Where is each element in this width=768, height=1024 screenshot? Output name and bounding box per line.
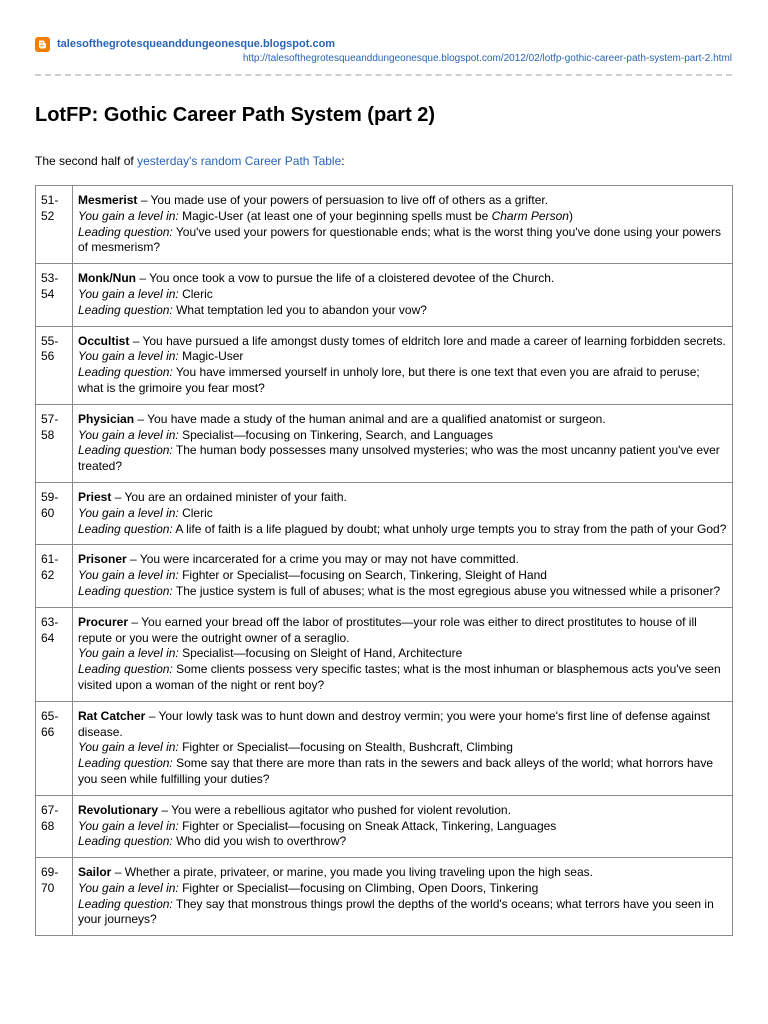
question-label: Leading question:	[78, 662, 173, 677]
roll-start: 53-	[41, 271, 59, 286]
gain-label: You gain a level in:	[78, 208, 179, 223]
career-row	[36, 795, 733, 857]
gain-label: You gain a level in:	[78, 427, 179, 442]
roll-end: 60	[41, 505, 55, 520]
career-row	[36, 326, 733, 404]
header-divider	[35, 74, 732, 76]
question-text: What temptation led you to abandon your vow?	[172, 302, 427, 317]
roll-start: 67-	[41, 802, 59, 817]
gain-label: You gain a level in:	[78, 349, 179, 364]
question-label: Leading question:	[78, 756, 173, 771]
career-summary: – You made use of your powers of persuasion to live off of others as a grifter.	[137, 193, 549, 207]
career-summary: – You are an ordained minister of your faith.	[111, 489, 347, 504]
career-name: Revolutionary	[78, 802, 159, 817]
roll-end: 58	[41, 427, 55, 442]
career-summary: – You have made a study of the human animal and are a qualified anatomist or surgeon.	[134, 411, 606, 426]
career-name: Monk/Nun	[78, 271, 136, 286]
career-row	[36, 186, 733, 264]
gain-value: Cleric	[178, 505, 213, 520]
roll-range	[36, 858, 73, 936]
career-summary: – You earned your bread off the labor of prostitutes—your role was either to direct prostitutes to house of ill repute or you were the outright owner of a seraglio.	[78, 614, 697, 645]
roll-end: 52	[41, 208, 55, 223]
career-path-table	[35, 185, 733, 936]
career-name: Procurer	[78, 614, 129, 629]
career-summary: – You have pursued a life amongst dusty tomes of eldritch lore and made a career of learning forbidden secrets.	[129, 333, 726, 348]
roll-end: 68	[41, 818, 55, 833]
career-summary: – You were incarcerated for a crime you may or may not have committed.	[126, 552, 519, 567]
gain-value: Fighter or Specialist—focusing on Search, Tinkering, Sleight of Hand	[178, 568, 547, 583]
roll-end: 70	[41, 880, 55, 895]
gain-label: You gain a level in:	[78, 818, 179, 833]
roll-start: 61-	[41, 552, 59, 567]
career-row	[36, 858, 733, 936]
roll-range	[36, 264, 73, 326]
roll-range	[36, 482, 73, 544]
question-text: A life of faith is a life plagued by doubt; what unholy urge tempts you to stray from the path of your God?	[172, 521, 727, 536]
gain-label: You gain a level in:	[78, 286, 179, 301]
roll-start: 55-	[41, 333, 59, 348]
roll-end: 66	[41, 724, 55, 739]
gain-value: Magic-User (at least one of your beginning spells must be	[178, 208, 492, 223]
roll-end: 54	[41, 286, 55, 301]
career-description	[73, 607, 733, 701]
career-row	[36, 404, 733, 482]
gain-label: You gain a level in:	[78, 505, 179, 520]
career-description	[73, 701, 733, 795]
roll-range	[36, 607, 73, 701]
question-text: The human body possesses many unsolved mysteries; who was the most uncanny patient you've ever treated?	[78, 443, 720, 474]
gain-value: Fighter or Specialist—focusing on Climbing, Open Doors, Tinkering	[178, 880, 539, 895]
gain-tail: )	[568, 208, 573, 223]
question-label: Leading question:	[78, 365, 173, 380]
question-text: The justice system is full of abuses; what is the most egregious abuse you witnessed while a prisoner?	[172, 583, 721, 598]
question-label: Leading question:	[78, 443, 173, 458]
career-name: Physician	[78, 411, 135, 426]
post-title: LotFP: Gothic Career Path System (part 2)	[35, 104, 436, 126]
roll-start: 57-	[41, 411, 59, 426]
career-summary: – You once took a vow to pursue the life of a cloistered devotee of the Church.	[136, 271, 555, 286]
post-intro	[35, 152, 345, 170]
intro-text: The second half of	[35, 154, 138, 168]
career-row	[36, 545, 733, 607]
gain-value: Fighter or Specialist—focusing on Stealth, Bushcraft, Climbing	[178, 740, 513, 755]
career-name: Rat Catcher	[78, 708, 146, 723]
career-name: Occultist	[78, 333, 130, 348]
gain-value: Magic-User	[178, 349, 244, 364]
question-label: Leading question:	[78, 302, 173, 317]
roll-range	[36, 186, 73, 264]
gain-value: Cleric	[178, 286, 213, 301]
career-row	[36, 264, 733, 326]
intro-suffix: :	[341, 154, 345, 168]
roll-end: 64	[41, 630, 55, 645]
page-url-link[interactable]: http://talesofthegrotesqueanddungeonesque.blogspot.com/2012/02/lotfp-gothic-career-path-system-part-2.html	[242, 53, 732, 64]
roll-end: 56	[41, 349, 55, 364]
question-label: Leading question:	[78, 224, 173, 239]
career-summary: – Your lowly task was to hunt down and destroy vermin; you were your home's first line of defense against disease.	[78, 708, 710, 739]
roll-range	[36, 404, 73, 482]
career-description	[73, 482, 733, 544]
roll-start: 65-	[41, 708, 59, 723]
question-label: Leading question:	[78, 896, 173, 911]
career-summary: – You were a rebellious agitator who pushed for violent revolution.	[158, 802, 511, 817]
career-description	[73, 264, 733, 326]
gain-label: You gain a level in:	[78, 740, 179, 755]
question-label: Leading question:	[78, 583, 173, 598]
question-text: They say that monstrous things prowl the depths of the world's oceans; what terrors have you seen in your journeys?	[78, 896, 714, 927]
career-description	[73, 404, 733, 482]
gain-label: You gain a level in:	[78, 568, 179, 583]
blogger-icon[interactable]	[35, 37, 50, 52]
site-header	[35, 35, 732, 75]
gain-value: Specialist—focusing on Sleight of Hand, Architecture	[178, 646, 463, 661]
roll-start: 59-	[41, 489, 59, 504]
career-description	[73, 326, 733, 404]
career-description	[73, 186, 733, 264]
roll-range	[36, 326, 73, 404]
career-description	[73, 795, 733, 857]
question-text: You've used your powers for questionable ends; what is the worst thing you've done using your powers of mesmerism?	[78, 224, 721, 255]
question-label: Leading question:	[78, 834, 173, 849]
question-text: You have immersed yourself in unholy lore, but there is one text that even you are afraid to peruse; what is the grimoire you fear most?	[78, 365, 700, 395]
career-description	[73, 858, 733, 936]
roll-end: 62	[41, 568, 55, 583]
career-table-link[interactable]: yesterday's random Career Path Table	[137, 154, 342, 168]
career-name: Priest	[78, 489, 112, 504]
site-name-link[interactable]: talesofthegrotesqueanddungeonesque.blogspot.com	[57, 38, 336, 50]
career-row	[36, 482, 733, 544]
roll-range	[36, 545, 73, 607]
roll-start: 69-	[41, 865, 59, 880]
question-label: Leading question:	[78, 521, 173, 536]
question-text: Some say that there are more than rats in the sewers and back alleys of the world; what horrors have you seen while fulfilling your duties?	[78, 756, 714, 786]
career-name: Prisoner	[78, 552, 127, 567]
career-row	[36, 701, 733, 795]
roll-range	[36, 701, 73, 795]
gain-label: You gain a level in:	[78, 880, 179, 895]
gain-value: Fighter or Specialist—focusing on Sneak Attack, Tinkering, Languages	[178, 818, 557, 833]
roll-range	[36, 795, 73, 857]
gain-emphasis: Charm Person	[491, 208, 569, 223]
roll-start: 63-	[41, 614, 59, 629]
blogger-b-glyph	[37, 39, 48, 50]
gain-value: Specialist—focusing on Tinkering, Search, and Languages	[178, 427, 493, 442]
gain-label: You gain a level in:	[78, 646, 179, 661]
roll-start: 51-	[41, 193, 59, 207]
question-text: Some clients possess very specific tastes; what is the most inhuman or blasphemous acts you've seen visited upon a woman of the night or rent boy?	[78, 662, 721, 692]
question-text: Who did you wish to overthrow?	[172, 834, 347, 849]
career-description	[73, 545, 733, 607]
career-summary: – Whether a pirate, privateer, or marine, you made you living traveling upon the high seas.	[111, 865, 593, 880]
career-row	[36, 607, 733, 701]
career-name: Mesmerist	[78, 193, 138, 207]
career-name: Sailor	[78, 865, 112, 880]
